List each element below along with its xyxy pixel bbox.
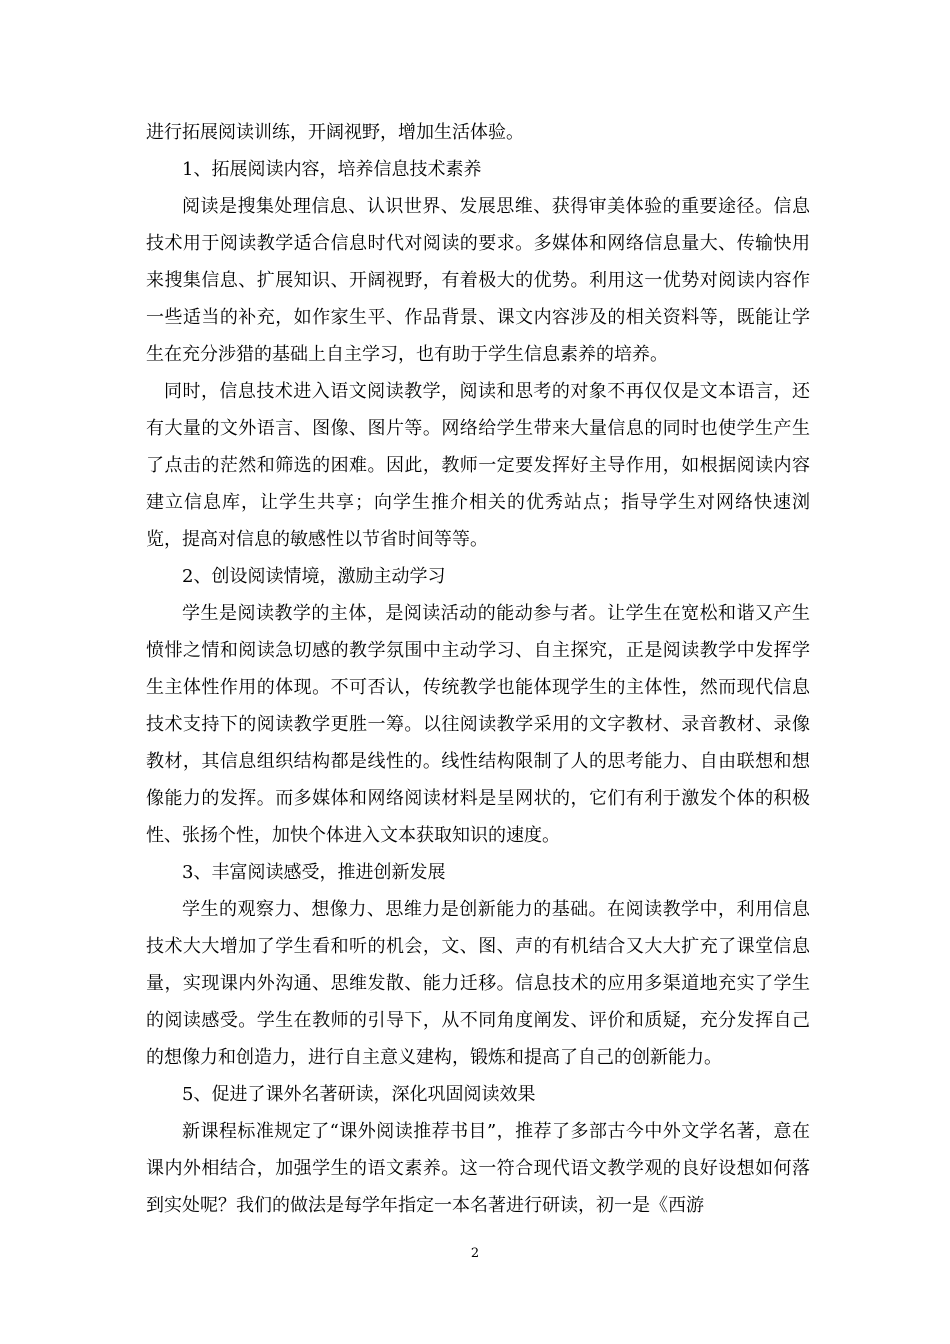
section-heading-2: 2、创设阅读情境，激励主动学习 (182, 566, 446, 587)
paragraph-meanwhile: 同时，信息技术进入语文阅读教学，阅读和思考的对象不再仅仅是文本语言，还有大量的文外语言、图像、图片等。网络给学生带来大量信息的同时也使学生产生了点击的茫然和筛选的困难。因此，教师一定要发挥好主导作用，如根据阅读内容建立信息库，让学生共享；向学生推介相关的优秀站点；指导学生对网络快速浏览，提高对信息的敏感性以节省时间等等。 (146, 381, 810, 550)
section-heading-5: 5、促进了课外名著研读，深化巩固阅读效果 (182, 1084, 536, 1105)
paragraph-student-subject: 学生是阅读教学的主体，是阅读活动的能动参与者。让学生在宽松和谐又产生愤悱之情和阅读急切感的教学氛围中主动学习、自主探究，正是阅读教学中发挥学生主体性作用的体现。不可否认，传统教学也能体现学生的主体性，然而现代信息技术支持下的阅读教学更胜一筹。以往阅读教学采用的文字教材、录音教材、录像教材，其信息组织结构都是线性的。线性结构限制了人的思考能力、自由联想和想像能力的发挥。而多媒体和网络阅读材料是呈网状的，它们有利于激发个体的积极性、张扬个性，加快个体进入文本获取知识的速度。 (146, 603, 810, 846)
section-heading-1: 1、拓展阅读内容，培养信息技术素养 (182, 159, 482, 180)
body-text (146, 114, 810, 1224)
page-number: 2 (470, 1246, 480, 1261)
paragraph-reading-info: 阅读是搜集处理信息、认识世界、发展思维、获得审美体验的重要途径。信息技术用于阅读教学适合信息时代对阅读的要求。多媒体和网络信息量大、传输快用来搜集信息、扩展知识、开阔视野，有着极大的优势。利用这一优势对阅读内容作一些适当的补充，如作家生平、作品背景、课文内容涉及的相关资料等，既能让学生在充分涉猎的基础上自主学习，也有助于学生信息素养的培养。 (146, 196, 810, 365)
section-heading-3: 3、丰富阅读感受，推进创新发展 (182, 862, 446, 883)
paragraph-classics: 新课程标准规定了“课外阅读推荐书目”，推荐了多部古今中外文学名著，意在课内外相结合，加强学生的语文素养。这一符合现代语文教学观的良好设想如何落到实处呢？我们的做法是每学年指定一本名著进行研读，初一是《西游 (146, 1121, 810, 1216)
paragraph-creativity: 学生的观察力、想像力、思维力是创新能力的基础。在阅读教学中，利用信息技术大大增加了学生看和听的机会，文、图、声的有机结合又大大扩充了课堂信息量，实现课内外沟通、思维发散、能力迁移。信息技术的应用多渠道地充实了学生的阅读感受。学生在教师的引导下，从不同角度阐发、评价和质疑，充分发挥自己的想像力和创造力，进行自主意义建构，锻炼和提高了自己的创新能力。 (146, 899, 810, 1068)
paragraph-intro: 进行拓展阅读训练，开阔视野，增加生活体验。 (146, 122, 524, 143)
